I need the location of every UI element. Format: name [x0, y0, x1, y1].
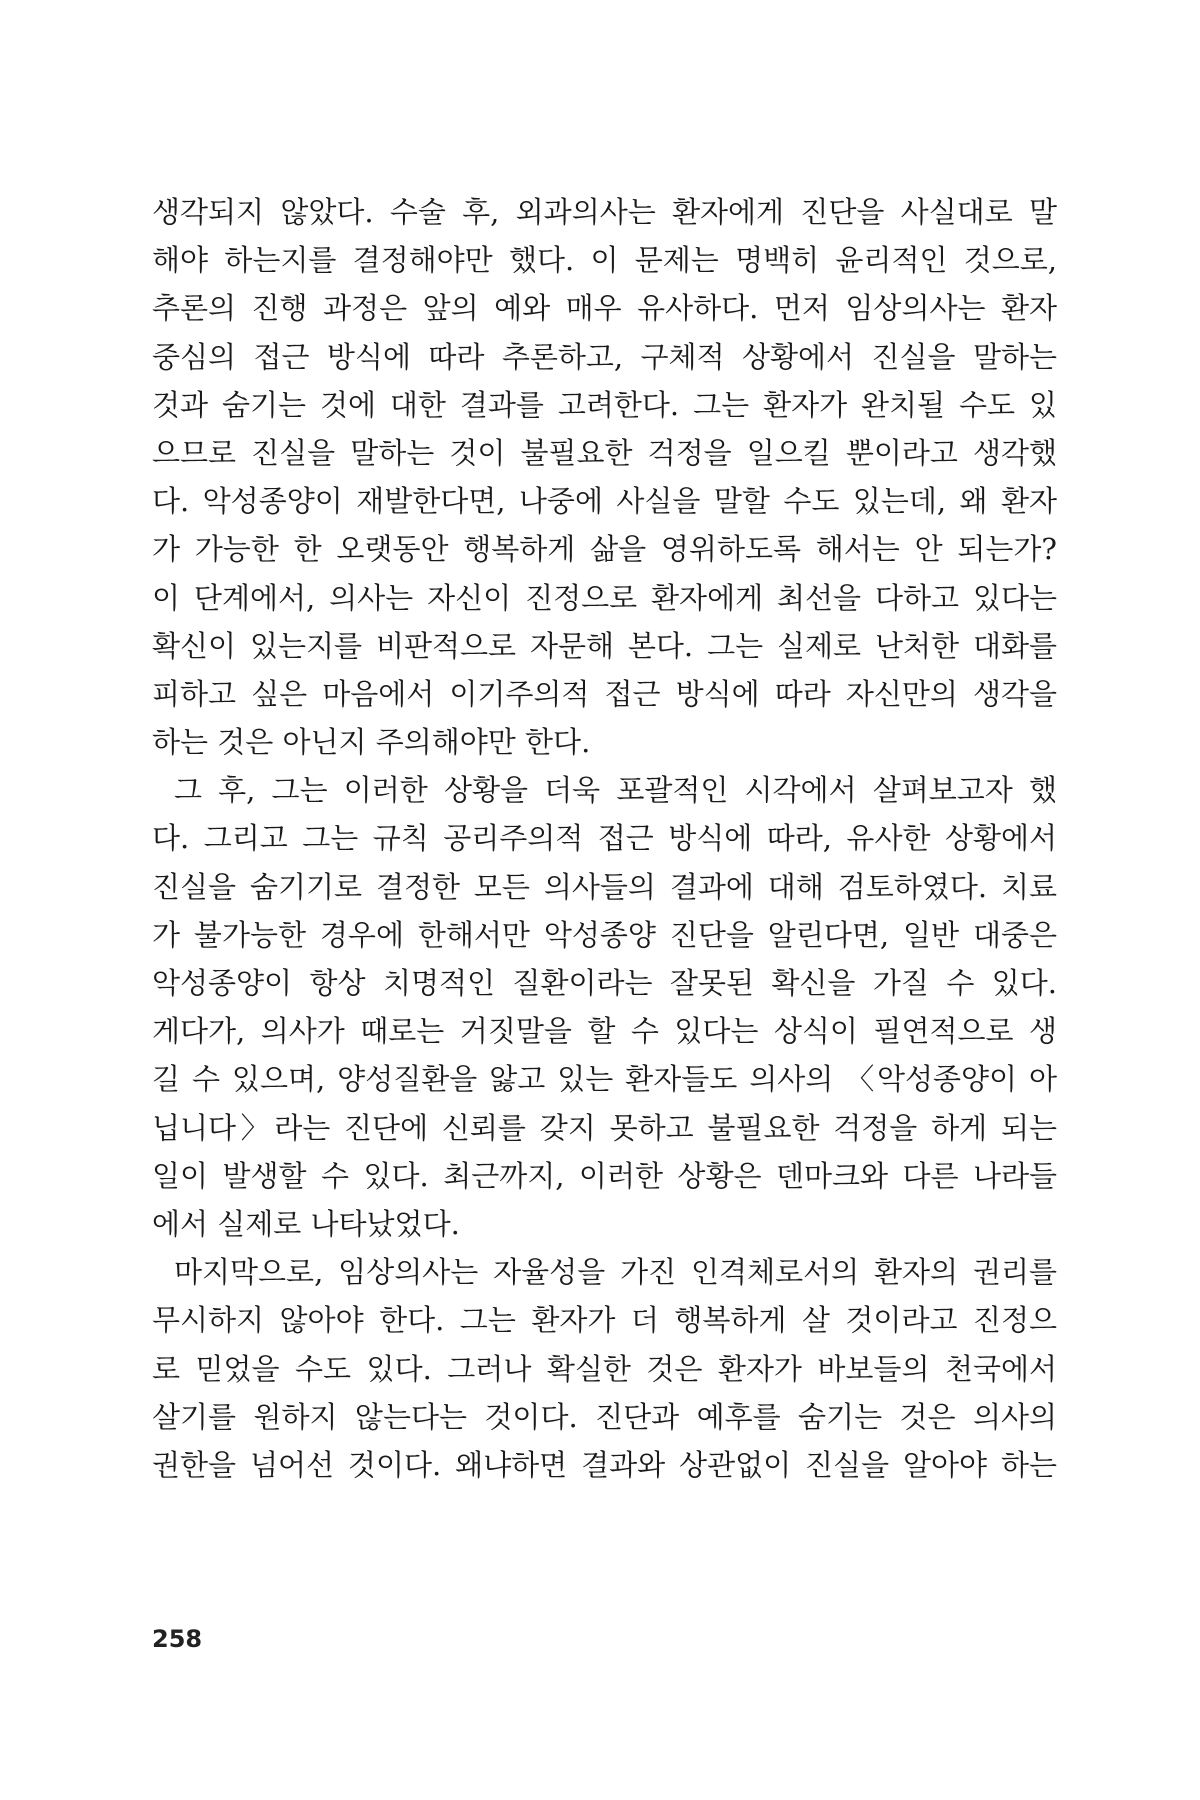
text-line: 추론의 진행 과정은 앞의 예와 매우 유사하다. 먼저 임상의사는 환자	[152, 291, 1057, 326]
text-line: 길 수 있으며, 양성질환을 앓고 있는 환자들도 의사의 〈악성종양이 아	[152, 1062, 1057, 1097]
text-line: 마지막으로, 임상의사는 자율성을 가진 인격체로서의 환자의 권리를	[174, 1255, 1057, 1290]
page-number: 258	[152, 1625, 203, 1653]
text-line: 다. 그리고 그는 규칙 공리주의적 접근 방식에 따라, 유사한 상황에서	[152, 821, 1057, 856]
text-line: 다. 악성종양이 재발한다면, 나중에 사실을 말할 수도 있는데, 왜 환자	[152, 484, 1057, 519]
text-line: 피하고 싶은 마음에서 이기주의적 접근 방식에 따라 자신만의 생각을	[152, 676, 1057, 711]
text-line: 에서 실제로 나타났었다.	[152, 1206, 460, 1241]
text-line: 생각되지 않았다. 수술 후, 외과의사는 환자에게 진단을 사실대로 말	[152, 195, 1057, 229]
text-line: 진실을 숨기기로 결정한 모든 의사들의 결과에 대해 검토하였다. 치료	[152, 869, 1057, 904]
text-line: 악성종양이 항상 치명적인 질환이라는 잘못된 확신을 가질 수 있다.	[152, 966, 1057, 1000]
text-line: 일이 발생할 수 있다. 최근까지, 이러한 상황은 덴마크와 다른 나라들	[152, 1158, 1057, 1193]
text-line: 이 단계에서, 의사는 자신이 진정으로 환자에게 최선을 다하고 있다는	[152, 580, 1057, 615]
text-line: 으므로 진실을 말하는 것이 불필요한 걱정을 일으킬 뿐이라고 생각했	[152, 435, 1057, 470]
text-line: 닙니다〉라는 진단에 신뢰를 갖지 못하고 불필요한 걱정을 하게 되는	[152, 1110, 1057, 1145]
text-line: 것과 숨기는 것에 대한 결과를 고려한다. 그는 환자가 완치될 수도 있	[152, 387, 1057, 422]
text-line: 중심의 접근 방식에 따라 추론하고, 구체적 상황에서 진실을 말하는	[152, 339, 1057, 374]
text-line: 가 불가능한 경우에 한해서만 악성종양 진단을 알린다면, 일반 대중은	[152, 917, 1057, 952]
text-line: 게다가, 의사가 때로는 거짓말을 할 수 있다는 상식이 필연적으로 생	[152, 1014, 1057, 1049]
text-line: 무시하지 않아야 한다. 그는 환자가 더 행복하게 살 것이라고 진정으	[152, 1303, 1057, 1338]
text-line: 권한을 넘어선 것이다. 왜냐하면 결과와 상관없이 진실을 알아야 하는	[152, 1447, 1057, 1482]
text-line: 확신이 있는지를 비판적으로 자문해 본다. 그는 실제로 난처한 대화를	[152, 628, 1057, 663]
text-line: 로 믿었을 수도 있다. 그러나 확실한 것은 환자가 바보들의 천국에서	[152, 1351, 1057, 1386]
text-line: 하는 것은 아닌지 주의해야만 한다.	[152, 725, 591, 760]
text-line: 해야 하는지를 결정해야만 했다. 이 문제는 명백히 윤리적인 것으로,	[152, 243, 1057, 278]
body-text	[152, 188, 1057, 1489]
text-line: 그 후, 그는 이러한 상황을 더욱 포괄적인 시각에서 살펴보고자 했	[174, 773, 1057, 808]
text-line: 살기를 원하지 않는다는 것이다. 진단과 예후를 숨기는 것은 의사의	[152, 1399, 1057, 1434]
text-line: 가 가능한 한 오랫동안 행복하게 삶을 영위하도록 해서는 안 되는가?	[152, 532, 1057, 567]
